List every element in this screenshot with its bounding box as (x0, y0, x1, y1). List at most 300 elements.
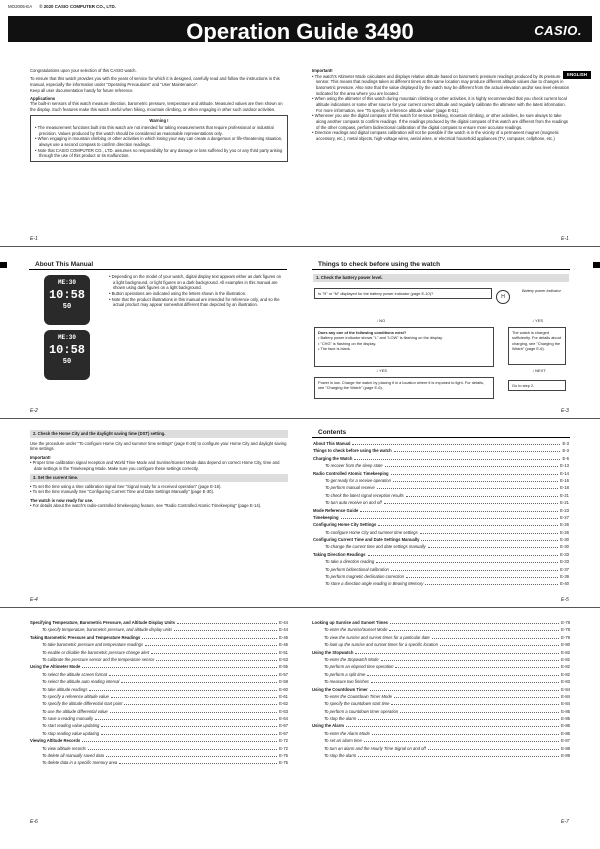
toc-entry[interactable] (313, 441, 569, 448)
toc-entry[interactable] (30, 701, 288, 708)
toc-entry[interactable] (30, 738, 288, 745)
toc-entry[interactable] (313, 552, 569, 559)
toc-entry-page: E-60 (279, 686, 288, 692)
toc-entry-title: Viewing Altitude Records (30, 738, 81, 744)
toc-leader (376, 560, 558, 563)
toc-leader (406, 494, 558, 497)
page-number: E-6 (30, 819, 38, 825)
warning-item: • Note that CASIO COMPUTER CO., LTD. assumes no responsibility for any damage or loss suffered by you or any third party arising through the use of this product or its malfunction. (35, 147, 283, 159)
toc-leader (341, 516, 559, 519)
important-item: • Proper time calibration signal reception and World Time Mode and Sunrise/Sunset Mode data depend on correct Home City, time and date settings in the Timekeeping Mode. Make sure you configure these settings correctly. (30, 460, 280, 471)
toc-leader (425, 582, 558, 585)
toc-entry-title: Taking Barometric Pressure and Temperature Readings (30, 634, 141, 640)
toc-leader (358, 754, 559, 757)
toc-entry[interactable] (312, 723, 570, 730)
toc-leader (156, 658, 277, 661)
toc-entry-page: E-84 (561, 686, 570, 692)
toc-entry[interactable] (30, 642, 288, 649)
toc-entry[interactable] (30, 620, 288, 627)
toc-entry-page: E-78 (561, 620, 570, 625)
battery-indicator-icon: H (496, 290, 510, 304)
toc-entry-page: E-75 (279, 760, 288, 766)
toc-leader (354, 457, 560, 460)
section-heading: Things to check before using the watch (312, 260, 570, 270)
toc-entry-page: E-87 (561, 738, 570, 744)
important-item: • Direction readings and digital compass calibration will not be possible if the watch is in the vicinity of a permanent magnet (magnetic accessory, etc.), metal objects, high-voltage wires, aerial wires, or electrical household appliances (TV, computer, cellphone, etc.) (312, 130, 559, 142)
toc-leader (346, 724, 559, 727)
toc-entry-page: E-13 (560, 463, 569, 469)
toc-entry[interactable] (312, 731, 570, 738)
toc-entry[interactable] (312, 709, 570, 716)
toc-entry-page: E-30 (560, 537, 569, 543)
copyright: © 2020 CASIO COMPUTER CO., LTD. (39, 4, 116, 9)
toc-entry[interactable] (313, 530, 569, 537)
toc-leader (391, 702, 559, 705)
toc-leader (95, 717, 277, 720)
toc-entry-title: To enter the Sunrise/Sunset Mode (324, 627, 388, 633)
brand-logo: CASIO. (534, 23, 582, 38)
toc-leader (393, 479, 558, 482)
toc-entry-page: E-82 (561, 649, 570, 655)
toc-entry-page: E-86 (561, 723, 570, 729)
toc-leader (82, 665, 277, 668)
toc-entry-title: To take a direction reading (325, 559, 375, 565)
toc-entry-title: To turn an alarm and the Hourly Time Signal on and off (324, 745, 426, 751)
toc-entry[interactable] (312, 687, 570, 694)
toc-entry-page: E-85 (561, 716, 570, 722)
step-text: Use the procedure under "To configure Home City and summer time settings" (page E-26) to configure your Home City and daylight saving time settings. (30, 440, 287, 452)
toc-entry-page: E-85 (561, 708, 570, 714)
contents-list (30, 620, 288, 768)
toc-entry[interactable] (30, 687, 288, 694)
flow-arrow-yes: ↓ YES (376, 368, 388, 373)
toc-entry-title: To view altitude records (42, 745, 86, 751)
toc-leader (385, 464, 559, 467)
toc-leader (378, 523, 558, 526)
toc-leader (440, 643, 559, 646)
doc-header (8, 4, 116, 10)
toc-leader (177, 621, 277, 624)
page-number: E-3 (561, 408, 569, 414)
toc-entry[interactable] (312, 738, 570, 745)
toc-entry[interactable] (30, 679, 288, 686)
about-list (109, 274, 284, 308)
toc-leader (119, 761, 277, 764)
toc-entry-page: E-3 (562, 441, 569, 446)
toc-entry[interactable] (312, 746, 570, 753)
toc-entry[interactable] (312, 627, 570, 634)
page1-left (30, 68, 288, 162)
toc-entry-title: To enter the Countdown Timer Mode (324, 693, 393, 699)
toc-leader (394, 449, 561, 452)
toc-entry[interactable] (312, 650, 570, 657)
page-number: E-5 (561, 597, 569, 603)
toc-entry-page: E-18 (560, 485, 569, 491)
toc-entry-page: E-62 (279, 701, 288, 707)
toc-leader (124, 702, 277, 705)
flow-arrow-next: ↓ NEXT (532, 368, 546, 373)
toc-entry-title: To select the altitude screen format (42, 671, 108, 677)
toc-entry-page: E-80 (561, 642, 570, 648)
toc-entry-title: To enable or disable the barometric pressure change alert (42, 649, 150, 655)
toc-entry[interactable] (30, 723, 288, 730)
toc-leader (106, 754, 277, 757)
flow-arrow-no: ↓ NO (376, 318, 386, 323)
toc-entry-page: E-21 (560, 492, 569, 498)
page-number: E-7 (561, 819, 569, 825)
toc-entry-page: E-89 (561, 753, 570, 759)
toc-entry-page: E-26 (560, 529, 569, 535)
toc-entry-title: Charging the Watch (313, 455, 353, 461)
toc-entry[interactable] (313, 478, 569, 485)
toc-entry-page: E-67 (279, 730, 288, 736)
toc-leader (391, 568, 558, 571)
toc-leader (111, 695, 277, 698)
toc-entry-title: Looking up Sunrise and Sunset Times (312, 620, 389, 625)
toc-entry-title: To delete data in a specific memory area (42, 760, 118, 766)
toc-entry[interactable] (30, 664, 288, 671)
toc-entry-title: Using the Altimeter Mode (30, 664, 81, 670)
toc-leader (358, 717, 559, 720)
toc-entry-page: E-14 (560, 470, 569, 476)
toc-entry-page: E-82 (561, 664, 570, 670)
divider (0, 246, 600, 247)
toc-leader (394, 695, 559, 698)
flow-arrow-yes: ↓ YES (532, 318, 544, 323)
doc-code: MO2005-EA (8, 4, 32, 9)
toc-leader (88, 747, 277, 750)
toc-entry-title: To enter the Alarm Mode (324, 730, 370, 736)
toc-entry[interactable] (30, 627, 288, 634)
toc-entry-page: E-79 (561, 634, 570, 640)
toc-entry-title: To recover from the sleep state (325, 463, 383, 469)
toc-entry-page: E-39 (560, 574, 569, 580)
toc-entry[interactable] (312, 635, 570, 642)
toc-entry[interactable] (30, 694, 288, 701)
toc-entry-page: E-46 (279, 634, 288, 640)
toc-leader (121, 680, 277, 683)
toc-entry[interactable] (30, 657, 288, 664)
toc-leader (352, 442, 560, 445)
toc-entry[interactable] (313, 456, 569, 463)
toc-entry-page: E-67 (279, 723, 288, 729)
toc-entry-title: To store a direction angle reading in Bearing Memory (325, 581, 424, 587)
ready-item: • For details about the watch's radio-controlled timekeeping feature, see "Radio Controlled Atomic Timekeeping" (page E-14). (30, 503, 262, 509)
page-number: E-1 (561, 236, 569, 242)
toc-leader (389, 628, 559, 631)
step-heading: 1. Check the battery power level. (313, 274, 569, 282)
toc-entry[interactable] (312, 657, 570, 664)
section-heading: Contents (312, 428, 570, 438)
toc-entry-title: Taking Direction Readings (313, 551, 366, 557)
toc-entry[interactable] (313, 537, 569, 544)
divider (0, 607, 600, 608)
toc-leader (110, 710, 277, 713)
toc-entry[interactable] (313, 515, 569, 522)
page-title: Operation Guide 3490 (186, 19, 414, 44)
toc-entry-title: To delete all manually saved data (42, 753, 105, 759)
warning-item: • When engaging in mountain climbing or other activities in which losing your way can create a dangerous or life-threatening situation, always use a second compass to confirm direction readings. (35, 136, 283, 147)
toc-entry-page: E-46 (279, 642, 288, 648)
toc-entry-page: E-33 (560, 559, 569, 565)
toc-entry-page: E-44 (279, 620, 288, 625)
warning-box (30, 115, 288, 162)
toc-leader (377, 486, 558, 489)
toc-entry[interactable] (313, 471, 569, 478)
toc-entry[interactable] (313, 508, 569, 515)
toc-entry-title: To specify the countdown start time (324, 701, 390, 707)
toc-entry[interactable] (313, 559, 569, 566)
side-tab (593, 262, 600, 268)
toc-entry-title: Using the Alarm (312, 723, 344, 729)
toc-entry-page: E-75 (279, 753, 288, 759)
toc-entry[interactable] (312, 642, 570, 649)
toc-leader (370, 688, 559, 691)
toc-entry-title: To turn auto receive on and off (325, 500, 382, 506)
toc-entry[interactable] (30, 650, 288, 657)
toc-entry-page: E-16 (560, 477, 569, 483)
contents-list (312, 620, 570, 760)
toc-entry-title: To set an alarm time (324, 738, 362, 744)
flow-power-low: Power is low. Charge the watch by placing it in a location where it is exposed to light. For details, see "Charging the Watch" (page E-6). (314, 377, 494, 399)
toc-entry[interactable] (30, 753, 288, 760)
toc-entry[interactable] (30, 716, 288, 723)
toc-leader (364, 739, 559, 742)
toc-leader (109, 673, 277, 676)
toc-entry[interactable] (30, 635, 288, 642)
toc-leader (391, 472, 559, 475)
section-heading: About This Manual (29, 260, 287, 270)
toc-entry-page: E-53 (279, 656, 288, 662)
toc-entry-title: To use the altitude differential value (42, 708, 108, 714)
toc-leader (368, 553, 559, 556)
step-item: • To set the time using a time calibration signal See "Signal ready for a received operation" (page E-16). (30, 483, 222, 489)
about-item: • Depending on the model of your watch, digital display text appears either as dark figures on a light background, or light figures on a dark background. All examples in this manual are shown using dark figures on a light background. (109, 274, 282, 291)
toc-entry-page: E-58 (279, 679, 288, 685)
toc-leader (381, 658, 560, 661)
applications-text: The built-in sensors of this watch measure direction, barometric pressure, temperature and altitude. Measured values are then shown on the display. Such features make this watch useful when hiking, mountain climbing, or when engaging in other such outdoor activities. (30, 101, 283, 113)
toc-entry-page: E-27 (560, 514, 569, 520)
intro-text: Keep all user documentation handy for future reference. (30, 87, 134, 93)
contents-list (313, 441, 569, 589)
toc-entry-page: E-33 (560, 551, 569, 557)
toc-entry-title: To take altitude readings (42, 686, 88, 692)
toc-entry[interactable] (30, 731, 288, 738)
toc-entry[interactable] (312, 716, 570, 723)
important-item: • When using the altimeter of this watch during mountain climbing or other activities, it is highly recommended that you check current local altitude indications or some other source for your current correct altitude and regularly calibrate the altimeter with the latest information. For more information, see "To specify a reference altitude value" (page E-51). (312, 96, 567, 113)
toc-leader (384, 501, 558, 504)
applications-heading: Applications (30, 95, 56, 101)
watch-illustration: ME:30 10:58 50 (44, 330, 90, 380)
toc-entry-page: E-23 (560, 507, 569, 513)
watch-illustration: ME:30 10:58 50 (44, 275, 90, 325)
toc-entry-title: Mode Reference Guide (313, 507, 359, 513)
toc-leader (145, 643, 277, 646)
toc-leader (395, 665, 559, 668)
toc-entry-title: Radio Controlled Atomic Timekeeping (313, 470, 389, 476)
divider (0, 418, 600, 419)
side-tab (0, 262, 7, 268)
toc-entry[interactable] (30, 760, 288, 767)
toc-entry-title: To perform bidirectional calibration (325, 566, 389, 572)
toc-entry-page: E-83 (561, 679, 570, 685)
toc-entry-title: To save a reading manually (42, 716, 94, 722)
intro-text: To ensure that this watch provides you with the years of service for which it is designed, carefully read and follow the instructions in this manual, especially the information under "Operating Precautions" and "User Maintenance". (30, 76, 280, 87)
toc-entry[interactable] (30, 746, 288, 753)
toc-entry-page: E-26 (560, 522, 569, 528)
toc-entry-page: E-88 (561, 745, 570, 751)
toc-entry-title: To perform manual receive (325, 485, 375, 491)
intro-text: Congratulations upon your selection of this CASIO watch. (30, 68, 137, 73)
step-heading: 2. Check the Home City and the daylight saving time (DST) setting. (30, 430, 288, 438)
toc-entry-title: To specify a reference altitude value (42, 693, 109, 699)
toc-entry-title: To stop the alarm (324, 716, 357, 722)
toc-entry-title: About This Manual (313, 441, 351, 446)
flow-conditions: Does any one of the following conditions exist? • Battery power indicator shows "L" and "LOW" is flashing on the display. • "CHG" is flashing on the display. • The face is blank. (314, 327, 494, 367)
warning-item: • The measurement functions built into this watch are not intended for taking measurements that require professional or industrial precision. Values produced by this watch should be considered as reasonable representations only. (35, 124, 274, 136)
toc-entry-title: To specify temperature, barometric pressure, and altitude display units (42, 627, 173, 633)
toc-leader (428, 747, 559, 750)
toc-entry-page: E-3 (562, 448, 569, 454)
toc-entry-page: E-6 (562, 455, 569, 461)
title-banner (8, 16, 592, 42)
toc-entry-page: E-37 (560, 566, 569, 572)
toc-entry[interactable] (313, 485, 569, 492)
language-badge: ENGLISH (563, 71, 591, 79)
toc-entry[interactable] (312, 701, 570, 708)
toc-entry[interactable] (312, 753, 570, 760)
toc-entry-title: To take barometric pressure and temperature readings (42, 642, 144, 648)
page-number: E-2 (30, 408, 38, 414)
toc-entry[interactable] (313, 448, 569, 455)
about-item: • Note that the product illustrations in this manual are intended for reference only, and so the actual product may appear somewhat different than depicted by an illustration. (109, 296, 280, 308)
toc-entry-title: To perform magnetic declination correction (325, 574, 404, 580)
toc-leader (406, 575, 558, 578)
toc-entry-title: Using the Stopwatch (312, 649, 354, 655)
toc-entry-title: To specify the altitude differential start point (42, 701, 123, 707)
toc-entry[interactable] (313, 544, 569, 551)
about-item: • Button operations are indicated using the letters shown in the illustration. (109, 291, 247, 297)
toc-entry-title: To select the altitude auto reading interval (42, 679, 120, 685)
toc-entry[interactable] (30, 709, 288, 716)
toc-leader (101, 732, 277, 735)
toc-entry[interactable] (313, 493, 569, 500)
toc-entry-title: Specifying Temperature, Barometric Pressure, and Altitude Display Units (30, 620, 175, 625)
toc-entry-title: Using the Countdown Timer (312, 686, 368, 692)
toc-entry[interactable] (312, 620, 570, 627)
toc-entry-page: E-44 (279, 627, 288, 633)
toc-entry-page: E-82 (561, 671, 570, 677)
toc-entry[interactable] (313, 567, 569, 574)
toc-entry-page: E-84 (561, 701, 570, 707)
important-heading: Important! (312, 68, 333, 73)
toc-entry-page: E-72 (279, 738, 288, 744)
toc-leader (390, 621, 559, 624)
toc-entry-page: E-57 (279, 671, 288, 677)
toc-entry-page: E-21 (560, 500, 569, 506)
toc-entry[interactable] (312, 679, 570, 686)
toc-entry-title: Configuring Home City Settings (313, 522, 377, 528)
toc-leader (151, 651, 277, 654)
toc-leader (89, 688, 277, 691)
page1-right (312, 68, 570, 142)
toc-entry-title: To stop reading value updating (42, 730, 100, 736)
toc-entry-page: E-84 (561, 693, 570, 699)
toc-entry-title: To stop the alarm (324, 753, 357, 759)
flow-goto: Go to step 2. (508, 380, 566, 391)
toc-leader (420, 531, 558, 534)
step-heading: 3. Set the current time. (30, 474, 288, 482)
toc-entry-title: Timekeeping (313, 514, 339, 520)
toc-entry-page: E-55 (279, 664, 288, 670)
toc-leader (432, 636, 559, 639)
toc-entry-title: Configuring Current Time and Date Settings Manually (313, 537, 420, 543)
toc-entry-title: To look up the sunrise and sunset times for a specific location (324, 642, 438, 648)
toc-entry-page: E-72 (279, 745, 288, 751)
important-heading: Important! (30, 454, 51, 460)
battery-label: Battery power indicator (522, 289, 561, 293)
toc-leader (371, 680, 559, 683)
page-number: E-1 (30, 236, 38, 242)
toc-entry-page: E-61 (279, 693, 288, 699)
toc-entry-page: E-63 (279, 708, 288, 714)
toc-entry[interactable] (313, 574, 569, 581)
toc-leader (421, 538, 558, 541)
toc-leader (82, 739, 277, 742)
toc-entry[interactable] (312, 694, 570, 701)
toc-entry-title: To view the sunrise and sunset times for a particular date (324, 634, 430, 640)
toc-entry-page: E-82 (561, 656, 570, 662)
important-item: • The watch's Altimeter Mode calculates and displays relative altitude based on barometric pressure readings produced by its pressure sensor. This means that readings taken at different times at the same location may produce different altitude values due to changes in barometric pressure. Also note that the value displayed by the watch may be different from the actual elevation and/or sea level elevation indicated for the area where you are located. (312, 73, 570, 96)
toc-entry-title: Things to check before using the watch (313, 448, 392, 454)
toc-entry[interactable] (312, 664, 570, 671)
toc-entry-page: E-30 (560, 544, 569, 550)
toc-entry-title: To change the current time and date settings manually (325, 544, 426, 550)
toc-leader (101, 724, 277, 727)
toc-entry-title: To perform a countdown timer operation (324, 708, 399, 714)
toc-leader (400, 710, 559, 713)
page-number: E-4 (30, 597, 38, 603)
toc-entry-title: To get ready for a receive operation (325, 477, 391, 483)
toc-leader (428, 545, 559, 548)
toc-leader (174, 628, 277, 631)
toc-entry-title: To perform an elapsed time operation (324, 664, 394, 670)
toc-entry-title: To check the latest signal reception results (325, 492, 404, 498)
toc-entry-page: E-64 (279, 716, 288, 722)
toc-entry-page: E-86 (561, 730, 570, 736)
toc-entry-title: To start reading value updating (42, 723, 100, 729)
toc-entry-page: E-78 (561, 627, 570, 633)
toc-entry[interactable] (313, 581, 569, 588)
toc-leader (355, 651, 559, 654)
toc-entry[interactable] (313, 500, 569, 507)
warning-title: Warning ! (149, 118, 169, 124)
important-item: • Whenever you use the digital compass of this watch for serious trekking, mountain climbing, or other activities, be sure always to take along another compass to confirm readings. If the readings produced by the digital compass of this watch are different from the readings of the other compass, perform bidirectional calibration of the digital compass to ensure more accurate readings. (312, 113, 569, 130)
toc-leader (372, 732, 559, 735)
toc-entry-title: To calibrate the pressure sensor and the temperature sensor (42, 656, 155, 662)
toc-leader (142, 636, 277, 639)
toc-entry-title: To configure Home City and summer time settings (325, 529, 418, 535)
toc-entry[interactable] (30, 672, 288, 679)
step-item: • To set the time manually See "Configuring Current Time and Date Settings Manually" (page E-30). (30, 489, 215, 495)
toc-entry[interactable] (312, 672, 570, 679)
toc-entry[interactable] (313, 463, 569, 470)
toc-leader (360, 509, 558, 512)
flow-charged: The watch is charged sufficiently. For details about charging, see "Charging the Watch" (page E-6). (508, 327, 566, 365)
toc-entry-page: E-40 (560, 581, 569, 587)
toc-entry[interactable] (313, 522, 569, 529)
toc-entry-page: E-51 (279, 649, 288, 655)
